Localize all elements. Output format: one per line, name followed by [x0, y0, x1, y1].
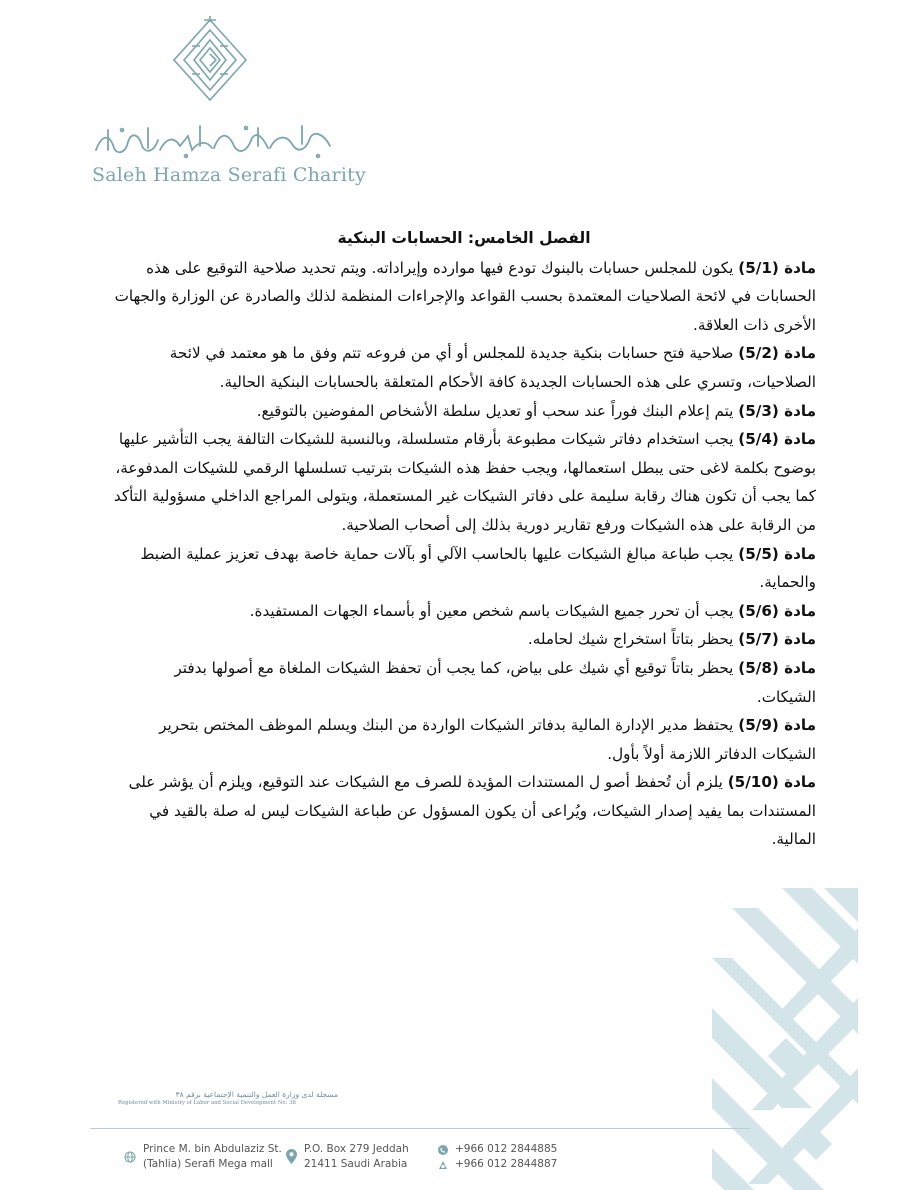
- pobox-line2: 21411 Saudi Arabia: [304, 1158, 408, 1170]
- article-paragraph: [112, 540, 816, 597]
- charity-english-name: Saleh Hamza Serafi Charity: [92, 164, 366, 186]
- article-text: يكون للمجلس حسابات بالبنوك تودع فيها موارده وإيراداته. ويتم تحديد صلاحية التوقيع على هذه الحسابات في لائحة الصلاحيات المعتمدة بحسب القواعد والإجراءات المنظمة لذلك والصادرة عن الوزارة والجهات الأخرى ذات العلاقة.: [114, 258, 816, 334]
- articles-list: [112, 254, 816, 854]
- charity-logo: [88, 16, 366, 186]
- article-text: يجب طباعة مبالغ الشيكات عليها بالحاسب الآلي أو بآلات حماية خاصة بهدف تعزيز عملية الضبط والحماية.: [140, 544, 816, 592]
- article-paragraph: [112, 711, 816, 768]
- article-paragraph: [112, 425, 816, 539]
- charity-arabic-logotype: [88, 122, 338, 162]
- location-pin-icon: [286, 1149, 297, 1164]
- footer-address: [124, 1142, 282, 1172]
- article-label: مادة (5/4): [738, 430, 816, 449]
- registration-english: Registered with Ministry of Labor and Social Development No: 38: [118, 1100, 296, 1106]
- article-paragraph: [112, 254, 816, 340]
- article-text: يحتفظ مدير الإدارة المالية بدفاتر الشيكات الواردة من البنك ويسلم الموظف المختص بتحرير الشيكات الدفاتر اللازمة أولاً بأول.: [159, 716, 816, 763]
- footer-divider: [90, 1128, 750, 1129]
- article-text: يلزم أن تُحفظ أصو ل المستندات المؤيدة للصرف مع الشيكات عند التوقيع، ويلزم أن يؤشر على المستندات بما يفيد إصدار الشيكات، ويُراعى أن يكون المسؤول عن طباعة الشيكات ليس له صلة بالقيد في المالية.: [128, 773, 816, 849]
- address-line2: (Tahlia) Serafi Mega mall: [143, 1158, 273, 1170]
- article-label: مادة (5/3): [738, 401, 816, 420]
- article-text: يحظر بتاتاً استخراج شيك لحامله.: [527, 630, 739, 649]
- article-label: مادة (5/1): [738, 258, 816, 277]
- pobox-line1: P.O. Box 279 Jeddah: [304, 1143, 409, 1155]
- phone-icon: [438, 1145, 448, 1155]
- fax-icon: [438, 1160, 448, 1170]
- footer-contact: [438, 1142, 557, 1172]
- article-paragraph: [112, 625, 816, 654]
- article-paragraph: [112, 597, 816, 626]
- phone-row: [438, 1142, 557, 1157]
- article-label: مادة (5/2): [738, 344, 816, 363]
- fax-row: [438, 1157, 557, 1172]
- article-text: يجب استخدام دفاتر شيكات مطبوعة بأرقام متسلسلة، وبالنسبة للشيكات التالفة يجب التأشير عليها بوضوح بكلمة لاغى حتى يبطل استعمالها، ويجب حفظ هذه الشيكات بترتيب تسلسلها الرقمي للشيكات المدفوعة، كما يجب أن تكون هناك رقابة سليمة على دفاتر الشيكات غير المستعملة، ويتولى المراجع الداخلي مسؤولية التأكد من الرقابة على هذه الشيكات ورفع تقارير دورية بذلك إلى أصحاب الصلاحية.: [113, 430, 816, 534]
- phone-number: +966 012 2844885: [455, 1143, 558, 1155]
- article-label: مادة (5/10): [727, 773, 816, 792]
- article-label: مادة (5/8): [738, 658, 816, 677]
- article-text: يحظر بتاتاً توقيع أي شيك على بياض، كما يجب أن تحفظ الشيكات الملغاة مع أصولها بدفتر الشيكات.: [174, 658, 816, 706]
- article-paragraph: [112, 339, 816, 396]
- article-paragraph: [112, 768, 816, 854]
- registration-info: [118, 1090, 338, 1106]
- registration-arabic: مسجلة لدى وزارة العمل والتنمية الإجتماعية برقم ٣٨: [175, 1090, 338, 1099]
- article-paragraph: [112, 654, 816, 711]
- address-line1: Prince M. bin Abdulaziz St.: [143, 1143, 282, 1155]
- article-paragraph: [112, 397, 816, 426]
- document-body: [112, 224, 816, 854]
- chapter-title: الفصل الخامس: الحسابات البنكية: [337, 229, 591, 247]
- footer-pobox: [286, 1142, 409, 1172]
- globe-icon: [124, 1151, 136, 1163]
- article-label: مادة (5/7): [738, 630, 816, 649]
- article-text: يتم إعلام البنك فوراً عند سحب أو تعديل سلطة الأشخاص المفوضين بالتوقيع.: [256, 401, 739, 420]
- fax-number: +966 012 2844887: [455, 1158, 558, 1170]
- footer: [0, 1142, 920, 1182]
- article-text: صلاحية فتح حسابات بنكية جديدة للمجلس أو أي من فروعه تتم وفق ما هو معتمد في لائحة الصلاحيات، وتسري على هذه الحسابات الجديدة كافة الأحكام المتعلقة بالحسابات البنكية الحالية.: [169, 344, 816, 391]
- article-label: مادة (5/6): [738, 601, 816, 620]
- article-text: يجب أن تحرر جميع الشيكات باسم شخص معين أو بأسماء الجهات المستفيدة.: [249, 601, 739, 620]
- article-label: مادة (5/9): [738, 716, 816, 735]
- article-label: مادة (5/5): [738, 544, 816, 563]
- charity-emblem-icon: [170, 16, 250, 106]
